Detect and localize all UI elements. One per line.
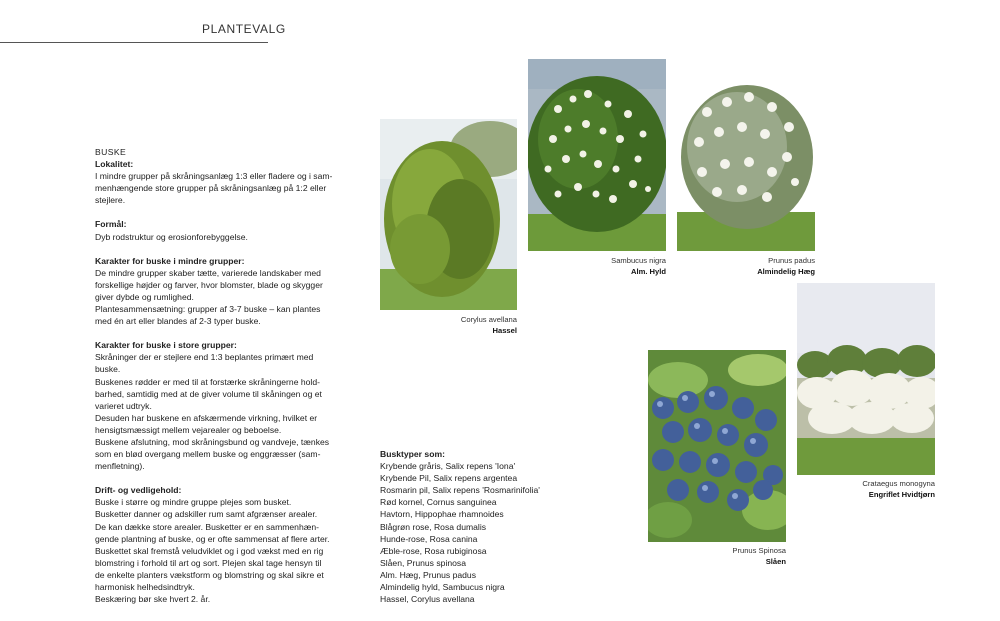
section-heading: Karakter for buske i mindre grupper: <box>95 255 245 266</box>
paragraph-line: hensigtsmæssigt mellem vejarealer og beboelse. <box>95 424 282 435</box>
photo-slaaen <box>648 350 786 542</box>
section-lokalitet <box>95 158 357 206</box>
caption-hassel <box>380 315 517 336</box>
photo-alm-hyld <box>528 59 666 251</box>
caption-danish: Engriflet Hvidtjørn <box>868 489 935 499</box>
caption-latin: Crataegus monogyna <box>862 479 935 488</box>
paragraph-line: med én art eller blandes af 2-3 typer buske. <box>95 316 261 327</box>
paragraph-line: barhed, samtidig med at de giver volume til skåningen og et <box>95 388 322 399</box>
photo-hassel <box>380 119 517 310</box>
caption-latin: Corylus avellana <box>460 315 517 324</box>
caption-danish: Almindelig Hæg <box>757 266 815 276</box>
paragraph-line: forskellige højder og farver, hvor blomster, blade og skygger <box>95 279 323 290</box>
section-drift <box>95 484 357 605</box>
page-title: PLANTEVALG <box>202 22 286 36</box>
busktyper-list <box>380 448 610 605</box>
section-mindre-grupper <box>95 255 357 328</box>
paragraph-line: Buskettet skal fremstå veludviklet og i god vækst med en rig <box>95 545 324 556</box>
paragraph-line: de enkelte planters vækstform og blomstring og skal sikre et <box>95 569 324 580</box>
caption-danish: Alm. Hyld <box>630 266 666 276</box>
paragraph-line: menfletning). <box>95 461 145 472</box>
caption-latin: Sambucus nigra <box>611 256 666 265</box>
paragraph-line: Plantesammensætning: grupper af 3-7 buske – kan plantes <box>95 304 321 315</box>
caption-latin: Prunus Spinosa <box>732 546 786 555</box>
list-item: Rosmarin pil, Salix repens 'Rosmarinifolia' <box>380 485 540 496</box>
section-kicker: BUSKE <box>95 147 127 157</box>
photo-engriflet-hvidtjoern <box>797 283 935 475</box>
paragraph-line: Buskene afslutning, mod skråningsbund og vandveje, tænkes <box>95 436 330 447</box>
paragraph-line: Buske i større og mindre gruppe plejes som busket. <box>95 497 292 508</box>
paragraph-line: buske. <box>95 364 121 375</box>
list-item: Almindelig hyld, Sambucus nigra <box>380 582 505 593</box>
caption-latin: Prunus padus <box>768 256 815 265</box>
list-item: Krybende gråris, Salix repens 'Iona' <box>380 461 516 472</box>
paragraph-line: De mindre grupper skaber tætte, varierede landskaber med <box>95 267 321 278</box>
section-formaal <box>95 218 357 242</box>
paragraph-line: varieret udtryk. <box>95 400 152 411</box>
paragraph-line: Busketter danner og adskiller rum samt afgrænser arealer. <box>95 509 318 520</box>
paragraph-line: Buskenes rødder er med til at forstærke skråningerne hold- <box>95 376 320 387</box>
list-item: Æble-rose, Rosa rubiginosa <box>380 545 487 556</box>
paragraph-line: gende plantning af buske, og er ofte sammensat af flere arter. <box>95 533 330 544</box>
paragraph-line: menhængende store grupper på skråningsanlæg på 1:2 eller <box>95 183 327 194</box>
paragraph-line: Beskæring bør ske hvert 2. år. <box>95 594 211 605</box>
paragraph-line: I mindre grupper på skråningsanlæg 1:3 eller fladere og i sam- <box>95 171 333 182</box>
list-item: Rød kornel, Cornus sanguinea <box>380 497 497 508</box>
section-heading: Drift- og vedligehold: <box>95 485 182 496</box>
caption-almindelig-haeg <box>677 256 815 277</box>
paragraph-line: blomstring i forhold til art og sort. Plejen skal tage hensyn til <box>95 557 322 568</box>
caption-slaaen <box>648 546 786 567</box>
photo-almindelig-haeg <box>677 72 815 251</box>
paragraph-line: De kan dække store arealer. Busketter er en sammenhæn- <box>95 521 320 532</box>
buske-text-column <box>95 146 357 617</box>
caption-danish: Hassel <box>492 325 517 335</box>
paragraph-line: Desuden har buskene en afskærmende virkning, hvilket er <box>95 412 318 423</box>
caption-alm-hyld <box>528 256 666 277</box>
header-divider <box>0 42 268 43</box>
caption-danish: Slåen <box>765 556 786 566</box>
list-item: Havtorn, Hippophae rhamnoides <box>380 509 504 520</box>
paragraph-line: giver dybde og rumlighed. <box>95 291 194 302</box>
caption-engriflet-hvidtjoern <box>797 479 935 500</box>
section-store-grupper <box>95 339 357 472</box>
list-item: Blågrøn rose, Rosa dumalis <box>380 521 487 532</box>
paragraph-line: Skråninger der er stejlere end 1:3 beplantes primært med <box>95 352 314 363</box>
section-heading: Karakter for buske i store grupper: <box>95 340 237 351</box>
list-item: Alm. Hæg, Prunus padus <box>380 569 477 580</box>
list-item: Hassel, Corylus avellana <box>380 594 475 605</box>
list-item: Krybende Pil, Salix repens argentea <box>380 473 518 484</box>
list-item: Slåen, Prunus spinosa <box>380 557 466 568</box>
paragraph-line: som en blød overgang mellem buske og enggræsser (sam- <box>95 449 321 460</box>
paragraph-line: stejlere. <box>95 195 126 206</box>
section-heading: Lokalitet: <box>95 159 134 170</box>
list-item: Hunde-rose, Rosa canina <box>380 533 478 544</box>
paragraph-line: harmonisk helhedsindtryk. <box>95 582 195 592</box>
section-heading: Formål: <box>95 219 127 230</box>
paragraph-line: Dyb rodstruktur og erosionforebyggelse. <box>95 231 248 242</box>
list-heading: Busktyper som: <box>380 449 445 459</box>
